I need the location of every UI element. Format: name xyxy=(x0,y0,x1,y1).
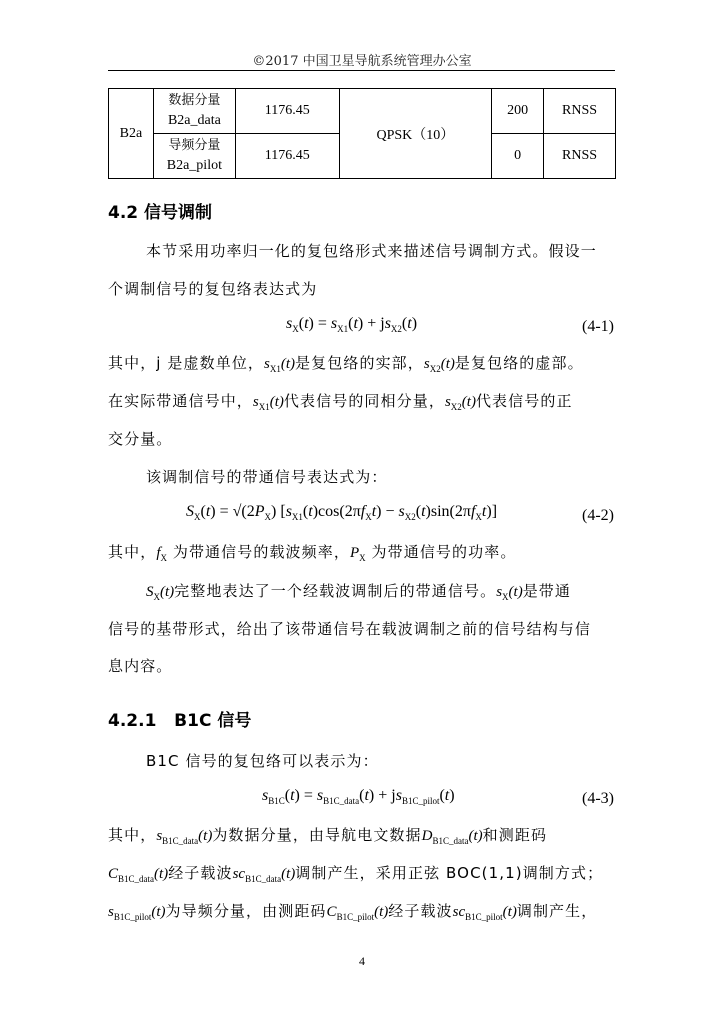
math-inline: $S_X(t)$ xyxy=(146,584,175,602)
text-fragment: 其中， xyxy=(108,826,157,844)
math-inline: $s_{X1}(t)$ xyxy=(264,356,296,374)
b1c-explain-line xyxy=(108,862,603,884)
explanation-line xyxy=(108,541,516,563)
math-inline: $P_X$ xyxy=(349,545,366,563)
text-fragment: 完整地表达了一个经载波调制后的带通信号。 xyxy=(174,582,497,600)
math-inline: $s_X(t)$ xyxy=(496,584,523,602)
component-cell xyxy=(153,89,235,134)
text-fragment: 经子载波 xyxy=(168,864,233,882)
page-header: ©2017 中国卫星导航系统管理办公室 xyxy=(252,54,472,69)
text-fragment: 是复包络的实部， xyxy=(295,354,424,372)
text-fragment: 调制产生， xyxy=(516,902,598,920)
component-name-cn: 导频分量 xyxy=(168,138,221,153)
text-fragment: 调制产生，采用正弦 BOC(1,1)调制方式； xyxy=(295,864,604,882)
equation-number: (4-3) xyxy=(582,790,614,807)
text-fragment: 经子载波 xyxy=(388,902,453,920)
math-inline: $sc_{B1C\_pilot}(t)$ xyxy=(452,904,517,922)
text-fragment: 为带通信号的载波频率， xyxy=(172,543,350,561)
section-title: 4.2 信号调制 xyxy=(108,203,213,223)
explanation-line: 交分量。 xyxy=(108,430,173,448)
subsection-name: B1C 信号 xyxy=(174,711,252,731)
subsection-number: 4.2.1 xyxy=(108,711,157,731)
component-cell xyxy=(153,134,235,179)
math-inline: $s_{X2}(t)$ xyxy=(444,394,476,412)
b1c-intro: B1C 信号的复包络可以表示为： xyxy=(146,752,379,770)
b1c-explain-line xyxy=(108,824,547,846)
summary-line: 息内容。 xyxy=(108,657,173,675)
explanation-line xyxy=(108,390,573,412)
frequency-cell: 1176.45 xyxy=(235,89,339,134)
power-ratio-cell: 0 xyxy=(492,134,544,179)
service-cell: RNSS xyxy=(544,134,616,179)
power-ratio-cell: 200 xyxy=(492,89,544,134)
equation-4-3: $s_{B1C}(t) = s_{B1C\_data}(t) + js_{B1C\_pilot}(t)$ xyxy=(262,787,455,807)
intro-line: 个调制信号的复包络表达式为 xyxy=(108,280,318,298)
summary-line: 信号的基带形式，给出了该带通信号在载波调制之前的信号结构与信 xyxy=(108,620,592,638)
text-fragment: 在实际带通信号中， xyxy=(108,392,253,410)
equation-4-2: $S_X(t) = √(2P_X) [s_{X1}(t)\cos(2\pi f_Xt) - s_{X2}(t)\sin(2\pi f_Xt)]$ xyxy=(186,503,498,523)
equation-number: (4-2) xyxy=(582,507,614,524)
math-inline: $s_{B1C\_data}(t)$ xyxy=(156,828,213,846)
component-name-en: B2a_pilot xyxy=(166,158,222,173)
frequency-cell: 1176.45 xyxy=(235,134,339,179)
component-name-cn: 数据分量 xyxy=(168,93,221,108)
math-inline: $f_X$ xyxy=(156,545,167,563)
signal-table xyxy=(108,88,616,179)
text-fragment: 其中， xyxy=(108,543,157,561)
subsection-title xyxy=(108,706,251,731)
text-fragment: 为带通信号的功率。 xyxy=(371,543,517,561)
text-fragment: 是带通 xyxy=(522,582,572,600)
table-row xyxy=(109,89,616,134)
b1c-explain-line xyxy=(108,900,597,922)
math-inline: $C_{B1C\_pilot}(t)$ xyxy=(326,904,389,922)
service-cell: RNSS xyxy=(544,89,616,134)
modulation-cell: QPSK（10） xyxy=(339,89,492,179)
math-inline: $C_{B1C\_data}(t)$ xyxy=(108,866,169,884)
text-fragment: 和测距码 xyxy=(482,826,548,844)
math-inline: $s_{X1}(t)$ xyxy=(252,394,284,412)
summary-line xyxy=(146,580,571,602)
math-inline: $sc_{B1C\_data}(t)$ xyxy=(232,866,296,884)
text-fragment: 为导频分量，由测距码 xyxy=(165,902,327,920)
math-inline: $s_{X2}(t)$ xyxy=(423,356,455,374)
explanation-line xyxy=(108,352,584,374)
equation-number: (4-1) xyxy=(582,318,614,335)
text-fragment: 代表信号的同相分量， xyxy=(283,392,445,410)
equation-4-1: $s_X(t) = s_{X1}(t) + js_{X2}(t)$ xyxy=(286,315,418,335)
component-name-en: B2a_data xyxy=(167,113,221,128)
text-fragment: 为数据分量，由导航电文数据 xyxy=(212,826,422,844)
page-number: 4 xyxy=(359,954,365,968)
math-inline: $s_{B1C\_pilot}(t)$ xyxy=(108,904,166,922)
text-fragment: 是复包络的虚部。 xyxy=(454,354,584,372)
header-divider xyxy=(108,70,615,71)
intro-line: 本节采用功率归一化的复包络形式来描述信号调制方式。假设一 xyxy=(146,242,597,260)
text-fragment: 代表信号的正 xyxy=(475,392,573,410)
bandpass-intro: 该调制信号的带通信号表达式为： xyxy=(146,468,388,486)
signal-cell: B2a xyxy=(109,89,154,179)
text-fragment: 其中，j 是虚数单位， xyxy=(108,354,265,372)
math-inline: $D_{B1C\_data}(t)$ xyxy=(421,828,483,846)
